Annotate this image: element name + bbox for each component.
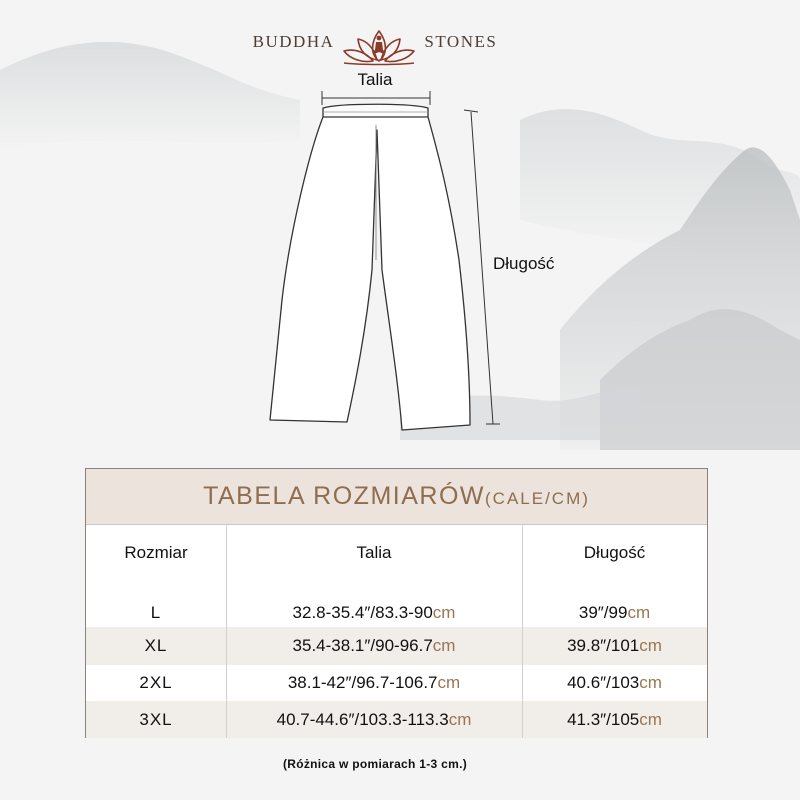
table-row	[86, 581, 707, 627]
header-length: Długość	[583, 543, 646, 562]
size-chart-title-unit: (CALE/CM)	[485, 489, 590, 508]
waist-measure-label: Talia	[357, 70, 393, 89]
waist-cell: 32.8-35.4″/83.3-90cm	[292, 603, 456, 622]
size-cell: 2XL	[139, 673, 173, 692]
waist-cell: 35.4-38.1″/90-96.7cm	[292, 636, 456, 655]
size-table	[86, 525, 707, 738]
size-chart-title: TABELA ROZMIARÓW(CALE/CM)	[203, 482, 590, 510]
size-cell: L	[150, 603, 162, 622]
brand-right-text: STONES	[424, 32, 498, 51]
column-divider	[226, 525, 227, 738]
size-cell: XL	[144, 636, 168, 655]
table-row	[86, 701, 707, 738]
header-waist: Talia	[356, 543, 392, 562]
waist-cell: 38.1-42″/96.7-106.7cm	[287, 673, 461, 692]
size-chart-header	[86, 469, 707, 525]
measurement-footnote: (Różnica w pomiarach 1-3 cm.)	[282, 757, 468, 771]
table-row	[86, 627, 707, 665]
size-cell: 3XL	[139, 709, 173, 729]
size-chart	[85, 468, 708, 738]
length-cell: 41.3″/105cm	[567, 709, 662, 729]
column-divider	[522, 525, 523, 738]
brand-left-text: BUDDHA	[252, 32, 335, 51]
table-header-row	[86, 525, 707, 581]
table-row	[86, 665, 707, 701]
header-size: Rozmiar	[124, 543, 188, 562]
length-measure-label: Długość	[493, 254, 555, 273]
length-cell: 39.8″/101cm	[567, 636, 662, 655]
waist-cell: 40.7-44.6″/103.3-113.3cm	[276, 709, 472, 729]
length-cell: 39″/99cm	[578, 603, 651, 622]
length-cell: 40.6″/103cm	[567, 673, 662, 692]
